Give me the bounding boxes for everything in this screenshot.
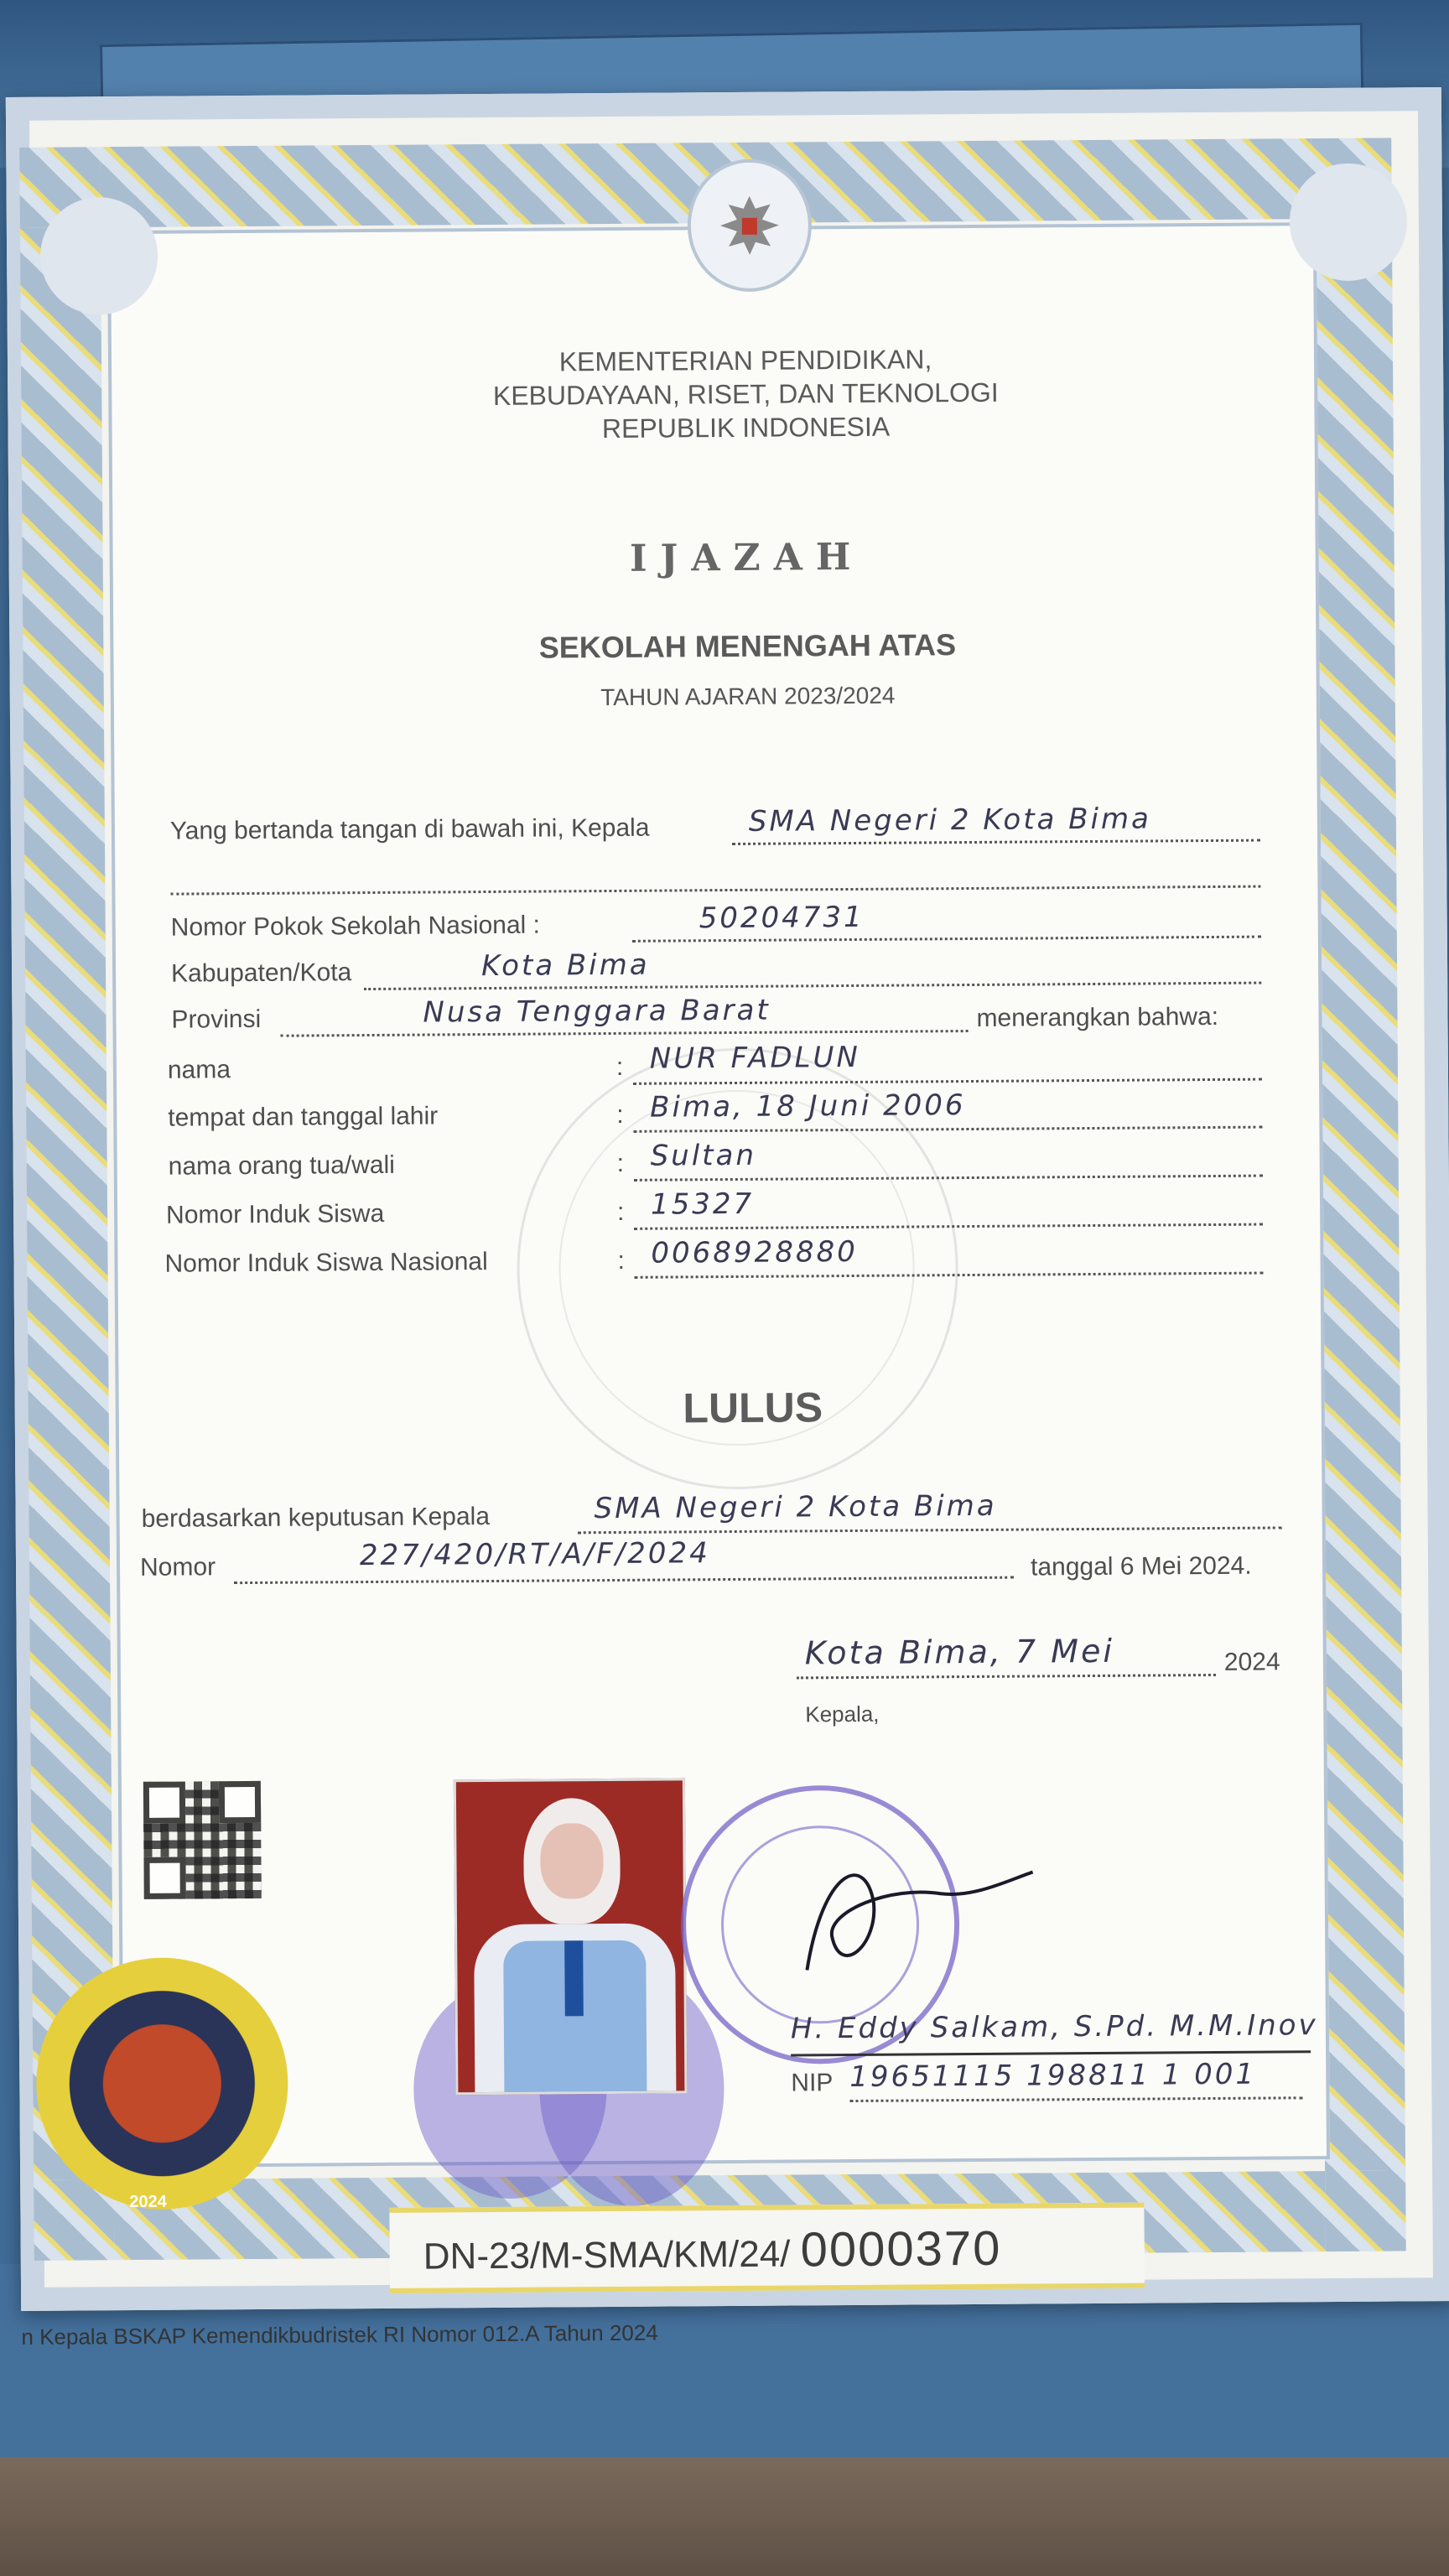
student-value-nis: 15327 (650, 1187, 755, 1222)
qr-finder-icon (143, 1857, 185, 1899)
academic-year: TAHUN AJARAN 2023/2024 (600, 682, 896, 711)
nip-value: 19651115 198811 1 001 (849, 2057, 1257, 2095)
student-value-nama: NUR FADLUN (649, 1040, 860, 1076)
signature-role: Kepala, (805, 1701, 880, 1727)
ministry-line-1: KEMENTERIAN PENDIDIKAN, (558, 344, 932, 377)
garuda-emblem-icon (687, 158, 812, 292)
photo-face (540, 1823, 604, 1899)
serial-number (423, 2220, 1002, 2281)
ministry-line-3: REPUBLIK INDONESIA (601, 411, 891, 444)
qr-finder-icon (219, 1781, 261, 1823)
certificate-title: IJAZAH (629, 535, 865, 580)
corner-ornament-left (40, 197, 158, 315)
npsn-label: Nomor Pokok Sekolah Nasional : (170, 911, 541, 942)
qr-finder-icon (143, 1782, 185, 1824)
student-label-nama: nama (167, 1056, 231, 1084)
nomor-value: 227/420/RT/A/F/2024 (359, 1536, 710, 1573)
signature-name: H. Eddy Salkam, S.Pd. M.M.Inov (790, 2008, 1318, 2046)
ministry-line-2: KEBUDAYAAN, RISET, DAN TEKNOLOGI (492, 377, 999, 411)
npsn-value: 50204731 (699, 900, 865, 936)
signature-scribble-icon (772, 1834, 1041, 2003)
decision-label: berdasarkan keputusan Kepala (141, 1503, 491, 1533)
student-value-nisn: 0068928880 (651, 1234, 858, 1270)
student-label-parent: nama orang tua/wali (168, 1150, 395, 1181)
colon: : (615, 1052, 624, 1081)
school-level: SEKOLAH MENENGAH ATAS (538, 627, 957, 665)
provinsi-label: Provinsi (171, 1005, 262, 1034)
background-table (0, 2457, 1449, 2576)
serial-digits: 0000370 (800, 2220, 1002, 2277)
intro-school-value: SMA Negeri 2 Kota Bima (748, 802, 1152, 839)
footer-note: n Kepala BSKAP Kemendikbudristek RI Nomor 012.A Tahun 2024 (21, 2319, 658, 2350)
student-label-nis: Nomor Induk Siswa (166, 1199, 385, 1229)
student-value-ttl: Bima, 18 Juni 2006 (650, 1088, 966, 1124)
nomor-label: Nomor (139, 1553, 216, 1581)
nip-label: NIP (791, 2069, 834, 2097)
provinsi-value: Nusa Tenggara Barat (423, 993, 771, 1030)
kabupaten-label: Kabupaten/Kota (170, 958, 352, 988)
decision-value: SMA Negeri 2 Kota Bima (594, 1488, 997, 1526)
certificate-paper (6, 87, 1449, 2350)
colon: : (616, 1197, 625, 1226)
student-value-parent: Sultan (650, 1138, 757, 1173)
signature-year: 2024 (1223, 1648, 1280, 1676)
decision-date: tanggal 6 Mei 2024. (1030, 1551, 1252, 1581)
intro-label: Yang bertanda tangan di bawah ini, Kepala (169, 813, 650, 845)
qr-code-icon (143, 1781, 262, 1899)
colon: : (616, 1100, 624, 1129)
student-photo (454, 1778, 688, 2095)
corner-ornament-right (1289, 163, 1407, 281)
menerangkan-text: menerangkan bahwa: (976, 1002, 1219, 1032)
kabupaten-value: Kota Bima (480, 948, 650, 984)
student-label-nisn: Nomor Induk Siswa Nasional (164, 1248, 488, 1278)
student-label-ttl: tempat dan tanggal lahir (168, 1102, 439, 1132)
hologram-seal-icon (35, 1957, 288, 2210)
serial-prefix: DN-23/M-SMA/KM/24/ (423, 2233, 791, 2277)
result-lulus: LULUS (683, 1384, 823, 1432)
colon: : (617, 1246, 625, 1275)
seal-year: 2024 (129, 2192, 167, 2212)
photo-tie (564, 1940, 584, 2016)
colon: : (616, 1149, 625, 1177)
signature-place-date: Kota Bima, 7 Mei (804, 1632, 1115, 1672)
